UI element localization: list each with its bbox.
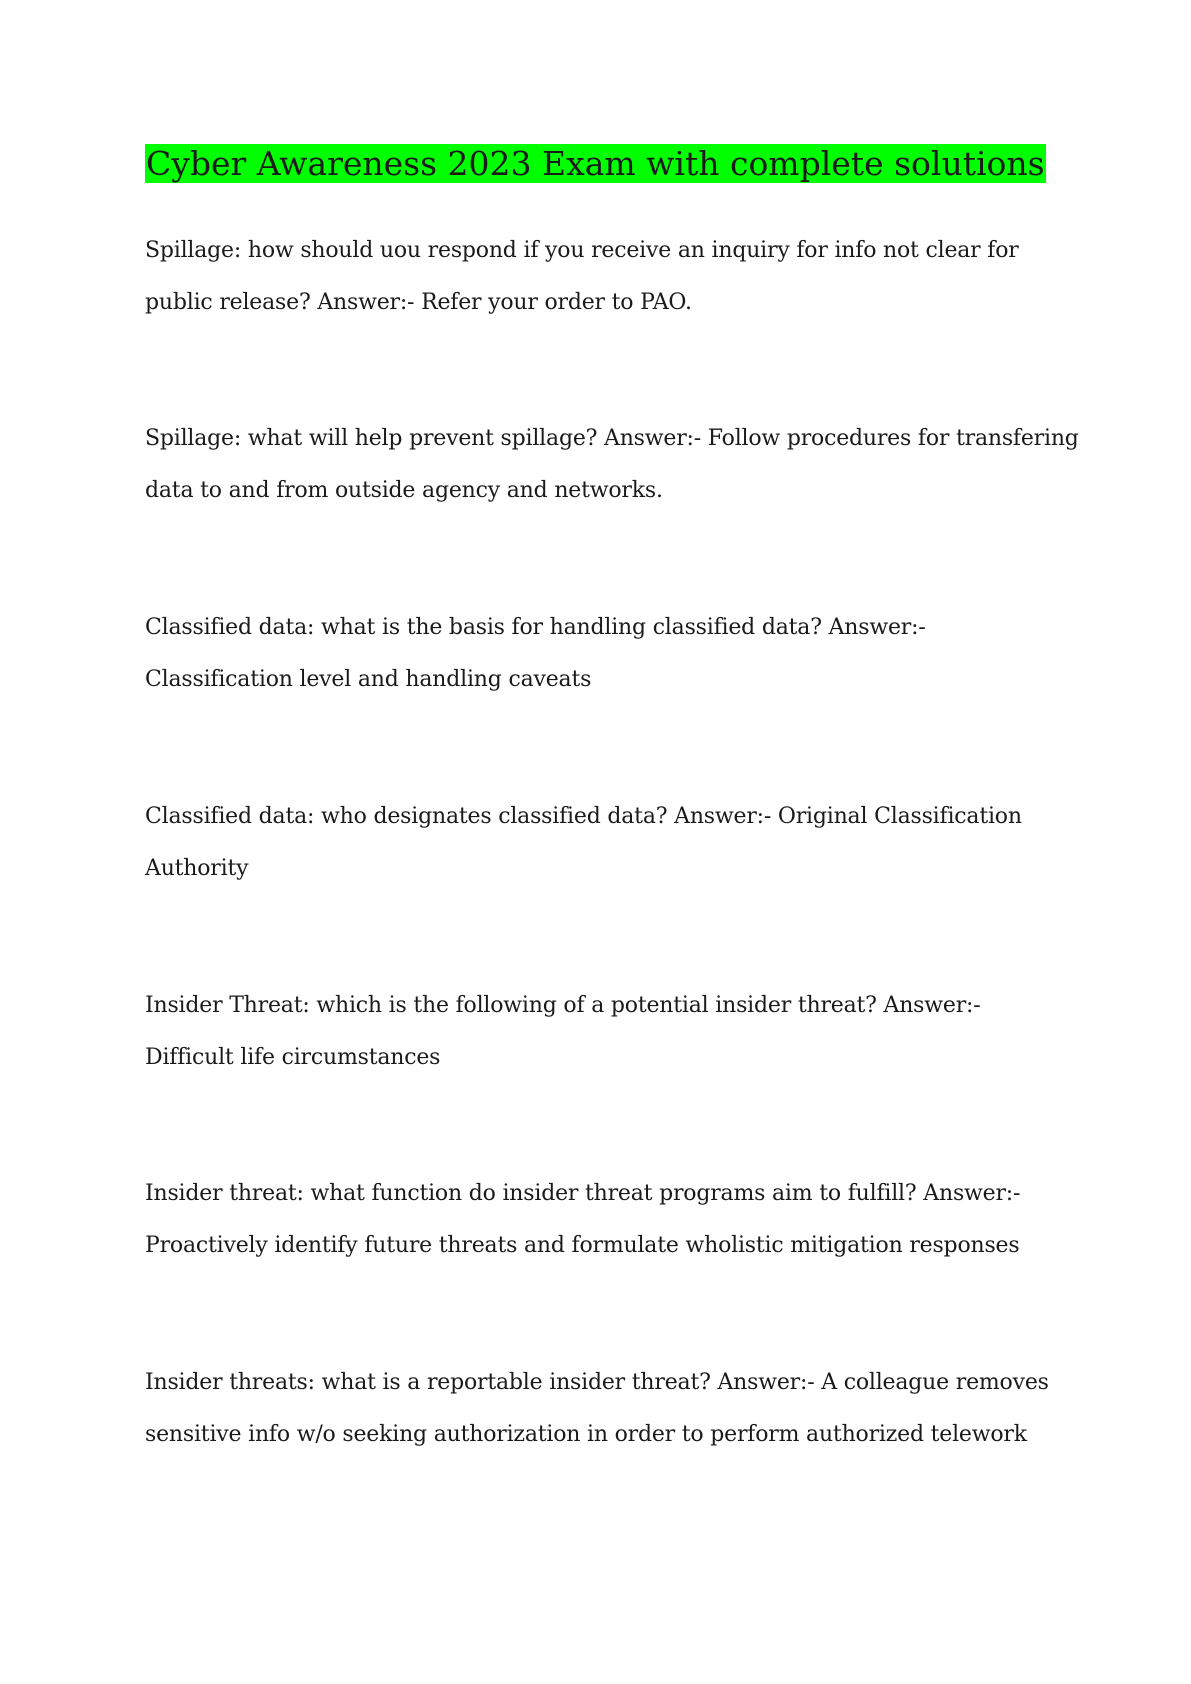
qa-line: Insider threat: what function do insider threat programs aim to fulfill? Answer:- <box>145 1181 1021 1206</box>
document-title-text: Cyber Awareness 2023 Exam with complete solutions <box>146 144 1045 183</box>
qa-line: Insider threats: what is a reportable insider threat? Answer:- A colleague removes <box>145 1370 1049 1395</box>
qa-line: Difficult life circumstances <box>145 1045 441 1070</box>
qa-entry-classified-basis <box>145 602 1085 706</box>
qa-entry-insider-threat-indicator <box>145 980 1085 1084</box>
qa-entry-insider-threat-programs <box>145 1168 1085 1272</box>
qa-line: sensitive info w/o seeking authorization in order to perform authorized telework <box>145 1422 1027 1447</box>
qa-line: Insider Threat: which is the following of a potential insider threat? Answer:- <box>145 993 981 1018</box>
qa-line: Proactively identify future threats and formulate wholistic mitigation responses <box>145 1233 1020 1258</box>
document-title <box>145 144 1046 184</box>
qa-entry-reportable-insider-threat <box>145 1357 1085 1461</box>
qa-entry-classified-designation <box>145 791 1085 895</box>
qa-line: data to and from outside agency and networks. <box>145 478 663 503</box>
qa-line: Spillage: what will help prevent spillage? Answer:- Follow procedures for transfering <box>145 426 1079 451</box>
qa-line: public release? Answer:- Refer your order to PAO. <box>145 290 692 315</box>
qa-line: Spillage: how should uou respond if you receive an inquiry for info not clear for <box>145 238 1019 263</box>
qa-line: Classified data: who designates classified data? Answer:- Original Classification <box>145 804 1022 829</box>
qa-entry-spillage-inquiry <box>145 225 1085 329</box>
qa-entry-spillage-prevention <box>145 413 1085 517</box>
qa-line: Classified data: what is the basis for handling classified data? Answer:- <box>145 615 926 640</box>
qa-line: Classification level and handling caveats <box>145 667 592 692</box>
qa-line: Authority <box>145 856 249 881</box>
